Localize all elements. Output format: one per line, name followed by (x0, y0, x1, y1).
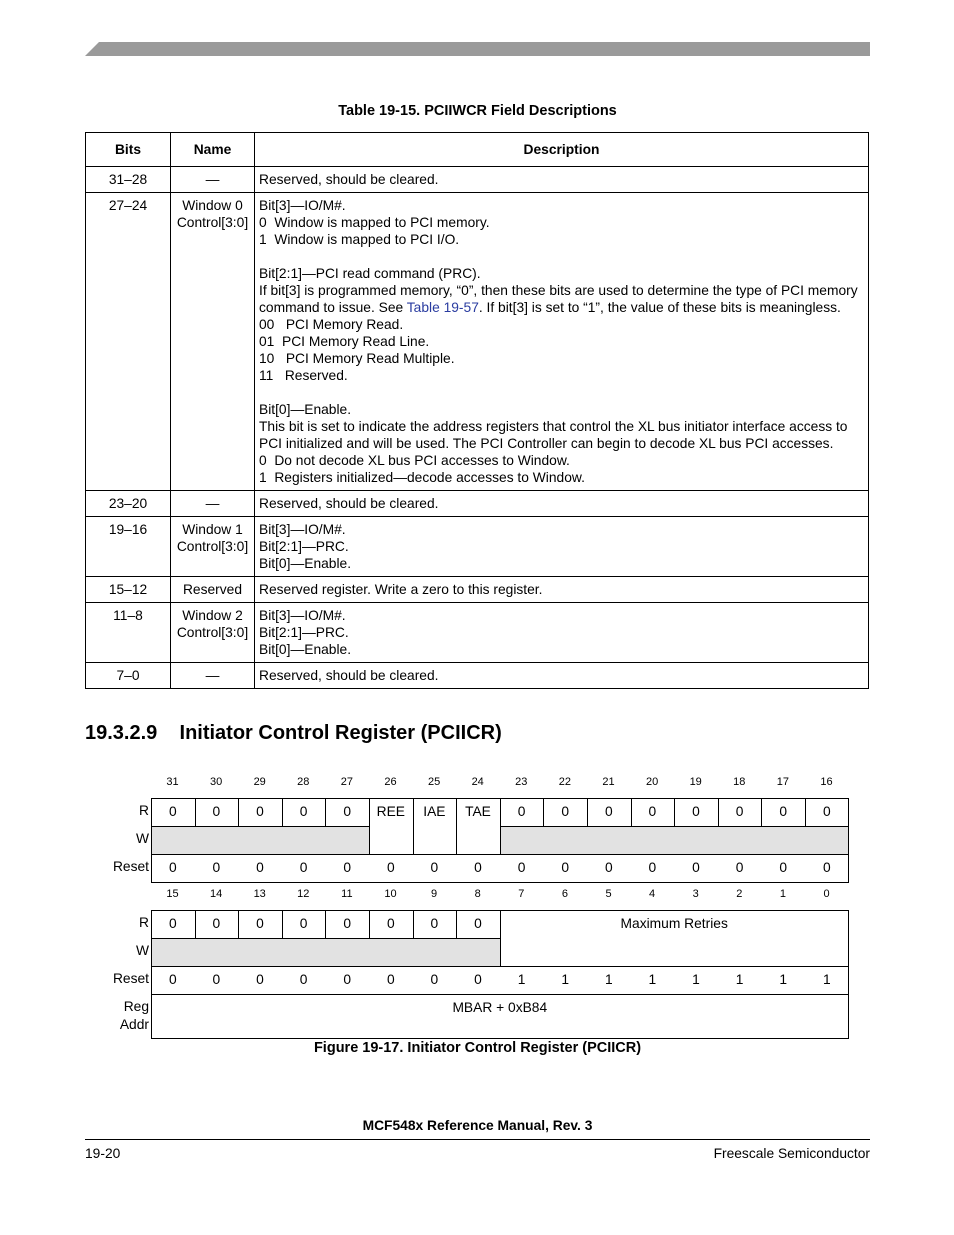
write-reserved-shade (152, 827, 369, 854)
bit-number: 13 (253, 888, 266, 900)
description-line: PCI initialized and will be used. The PCI Controller can begin to decode XL bus PCI accesses. (259, 436, 834, 451)
cell-divider (369, 798, 370, 855)
cell-divider (282, 798, 283, 827)
cell-divider (238, 798, 239, 827)
bit-number: 7 (518, 888, 525, 900)
description-line (259, 299, 864, 316)
bit-number: 12 (297, 888, 310, 900)
name-line: Control[3:0] (176, 539, 249, 554)
bit-number: 27 (340, 776, 354, 788)
description-line: Bit[0]—Enable. (259, 556, 352, 571)
read-bit: 0 (212, 916, 221, 931)
cell-divider (587, 798, 588, 827)
description-line: 00 PCI Memory Read. (259, 317, 404, 332)
read-bit: 0 (561, 804, 570, 819)
header-name: Name (171, 133, 255, 167)
r-label: R (139, 803, 149, 818)
bit-number: 15 (166, 888, 179, 900)
r-w-divider (500, 826, 849, 827)
table-row (86, 663, 869, 689)
read-bit: 0 (822, 804, 831, 819)
description-line: Reserved, should be cleared. (259, 668, 439, 683)
reset-bit: 0 (299, 972, 308, 987)
reset-bit: 1 (561, 972, 570, 987)
bit-number: 3 (692, 888, 699, 900)
name-line: Reserved (182, 582, 243, 597)
cell-divider (195, 798, 196, 827)
name-line: Window 2 (182, 608, 243, 623)
bit-number: 19 (689, 776, 702, 788)
read-bit: 0 (474, 916, 482, 931)
read-bit: 0 (735, 804, 744, 819)
addr-label: Addr (119, 1017, 149, 1032)
description-line: 0 Window is mapped to PCI memory. (259, 215, 490, 230)
bit-number: 22 (558, 776, 572, 788)
description-line: 11 Reserved. (259, 368, 348, 383)
write-reserved-shade (501, 827, 848, 854)
read-bit: 0 (168, 916, 177, 931)
bit-number: 11 (341, 888, 353, 900)
reset-bit: 0 (299, 860, 308, 875)
bit-number: 18 (733, 776, 746, 788)
read-bit: 0 (386, 916, 395, 931)
description-cell (255, 663, 869, 689)
description-cell (255, 577, 869, 603)
reset-bit: 0 (822, 860, 831, 875)
reset-bit: 0 (735, 860, 744, 875)
read-bit: 0 (256, 916, 264, 931)
reset-bit: 0 (779, 860, 788, 875)
read-bit: REE (376, 804, 405, 819)
bit-number: 23 (515, 776, 528, 788)
name-cell (171, 603, 255, 663)
description-cell (255, 193, 869, 491)
read-bit: 0 (212, 804, 221, 819)
reset-bit: 0 (256, 860, 264, 875)
w-label: W (135, 943, 149, 958)
cell-divider (718, 798, 719, 827)
reset-bit: 0 (212, 860, 221, 875)
bit-number: 28 (297, 776, 310, 788)
description-line: 10 PCI Memory Read Multiple. (259, 351, 455, 366)
max-retries-field: Maximum Retries (620, 916, 728, 931)
bit-number: 4 (649, 888, 656, 900)
description-line: Bit[0]—Enable. (259, 642, 352, 657)
cell-divider (282, 910, 283, 939)
name-line: — (205, 496, 220, 511)
reset-bit: 0 (343, 972, 352, 987)
read-bit: TAE (465, 804, 491, 819)
table-row (86, 167, 869, 193)
write-reserved-shade (152, 939, 500, 966)
description-line: Reserved, should be cleared. (259, 172, 439, 187)
reset-bit: 1 (735, 972, 744, 987)
r-w-divider (151, 938, 500, 939)
field-descriptions-table (85, 132, 869, 689)
name-cell (171, 491, 255, 517)
reset-label: Reset (112, 971, 149, 986)
reset-bit: 1 (648, 972, 657, 987)
table-row (86, 577, 869, 603)
bit-number: 29 (253, 776, 266, 788)
bit-number: 9 (431, 888, 438, 900)
page-number: 19-20 (85, 1146, 121, 1161)
description-line: Bit[2:1]—PRC. (259, 539, 349, 554)
r-w-divider (151, 826, 369, 827)
bit-number: 24 (471, 776, 484, 788)
name-cell (171, 193, 255, 491)
reset-bit: 0 (474, 972, 482, 987)
description-text: . If bit[3] is set to “1”, the value of these bits is meaningless. (478, 300, 841, 315)
bit-number: 0 (823, 888, 830, 900)
cell-divider (805, 798, 806, 827)
cell-divider (500, 910, 501, 967)
reset-label: Reset (112, 859, 149, 874)
company-name: Freescale Semiconductor (713, 1146, 870, 1161)
reset-bit: 0 (212, 972, 221, 987)
footer-rule (85, 1139, 870, 1140)
reset-bit: 1 (604, 972, 613, 987)
reset-bit: 1 (517, 972, 526, 987)
read-bit: 0 (648, 804, 657, 819)
reset-bit: 1 (692, 972, 700, 987)
header-description: Description (255, 133, 869, 167)
bit-number: 14 (209, 888, 223, 900)
bits-cell: 19–16 (86, 517, 171, 577)
bit-number: 25 (427, 776, 441, 788)
read-bit: 0 (256, 804, 264, 819)
description-cell (255, 167, 869, 193)
description-line: 0 Do not decode XL bus PCI accesses to Window. (259, 453, 570, 468)
table-reference-link[interactable]: Table 19-57 (406, 300, 479, 315)
description-line: Bit[3]—IO/M#. (259, 198, 346, 213)
cell-divider (413, 798, 414, 855)
bit-number: 16 (820, 776, 833, 788)
bit-number: 1 (779, 888, 786, 900)
bit-number: 26 (384, 776, 397, 788)
description-line: Reserved, should be cleared. (259, 496, 439, 511)
bit-number: 2 (736, 888, 743, 900)
name-line: Window 1 (182, 522, 243, 537)
blank-line (259, 248, 864, 265)
bits-cell: 11–8 (86, 603, 171, 663)
cell-divider (325, 910, 326, 939)
reset-bit: 0 (256, 972, 264, 987)
description-text: command to issue. See (259, 300, 407, 315)
read-bit: 0 (779, 804, 788, 819)
register-address: MBAR + 0xB84 (452, 1000, 548, 1015)
bit-number: 31 (166, 776, 179, 788)
reset-bit: 0 (168, 972, 177, 987)
description-line: Bit[2:1]—PCI read command (PRC). (259, 266, 481, 281)
table-row (86, 603, 869, 663)
description-line: This bit is set to indicate the address registers that control the XL bus initiator interface access to (259, 419, 848, 434)
reset-bit: 0 (517, 860, 526, 875)
reset-bit: 0 (474, 860, 482, 875)
cell-divider (761, 798, 762, 827)
reset-bit: 0 (430, 972, 439, 987)
cell-divider (195, 910, 196, 939)
reset-bit: 0 (648, 860, 657, 875)
bit-number: 10 (384, 888, 397, 900)
name-line: — (205, 668, 220, 683)
read-bit: 0 (168, 804, 177, 819)
bits-cell: 23–20 (86, 491, 171, 517)
read-bit: 0 (299, 916, 308, 931)
read-bit: IAE (423, 804, 446, 819)
bit-number: 5 (605, 888, 612, 900)
description-line: Bit[2:1]—PRC. (259, 625, 349, 640)
register-diagram (85, 770, 870, 1040)
name-line: — (205, 172, 220, 187)
table-row (86, 193, 869, 491)
cell-divider (413, 910, 414, 939)
description-line: 1 Registers initialized—decode accesses to Window. (259, 470, 585, 485)
section-title: 19.3.2.9 Initiator Control Register (PCIICR) (85, 722, 502, 744)
description-cell (255, 517, 869, 577)
description-cell (255, 491, 869, 517)
cell-divider (369, 910, 370, 939)
name-line: Control[3:0] (176, 625, 249, 640)
reset-bit: 0 (561, 860, 570, 875)
description-line: Bit[3]—IO/M#. (259, 522, 346, 537)
cell-divider (456, 910, 457, 939)
bit-number: 30 (209, 776, 223, 788)
bit-number: 8 (474, 888, 481, 900)
description-line: 01 PCI Memory Read Line. (259, 334, 430, 349)
bits-cell: 7–0 (86, 663, 171, 689)
w-label: W (135, 831, 149, 846)
bits-cell: 27–24 (86, 193, 171, 491)
reset-bit: 1 (822, 972, 831, 987)
read-bit: 0 (604, 804, 613, 819)
reset-bit: 0 (386, 972, 395, 987)
description-line: Reserved register. Write a zero to this register. (259, 582, 543, 597)
cell-divider (456, 798, 457, 855)
description-line: If bit[3] is programmed memory, “0”, then these bits are used to determine the type of PCI memory (259, 283, 858, 298)
read-bit: 0 (517, 804, 526, 819)
bits-cell: 15–12 (86, 577, 171, 603)
description-line: Bit[3]—IO/M#. (259, 608, 346, 623)
figure-caption: Figure 19-17. Initiator Control Register (PCIICR) (313, 1040, 642, 1056)
cell-divider (631, 798, 632, 827)
name-cell (171, 663, 255, 689)
reg-label: Reg (123, 999, 149, 1014)
name-cell (171, 167, 255, 193)
reset-bit: 0 (386, 860, 395, 875)
name-cell (171, 517, 255, 577)
reset-bit: 0 (604, 860, 613, 875)
table-header-row (86, 133, 869, 167)
reset-bit: 0 (430, 860, 439, 875)
header-bar (85, 42, 870, 56)
table-row (86, 491, 869, 517)
reset-bit: 0 (168, 860, 177, 875)
r-label: R (139, 915, 149, 930)
reset-bit: 0 (692, 860, 700, 875)
reset-bit: 1 (779, 972, 788, 987)
blank-line (259, 384, 864, 401)
read-bit: 0 (343, 916, 352, 931)
bit-number: 6 (561, 888, 568, 900)
name-cell (171, 577, 255, 603)
bit-number: 17 (776, 776, 790, 788)
table-caption: Table 19-15. PCIIWCR Field Descriptions (338, 103, 617, 119)
cell-divider (238, 910, 239, 939)
cell-divider (325, 798, 326, 827)
footer-title: MCF548x Reference Manual, Rev. 3 (362, 1118, 593, 1133)
reset-bit: 0 (343, 860, 352, 875)
header-bits: Bits (86, 133, 171, 167)
read-bit: 0 (299, 804, 308, 819)
bit-number: 20 (645, 776, 659, 788)
name-line: Control[3:0] (176, 215, 249, 230)
description-line: Bit[0]—Enable. (259, 402, 352, 417)
bits-cell: 31–28 (86, 167, 171, 193)
description-line: 1 Window is mapped to PCI I/O. (259, 232, 460, 247)
cell-divider (543, 798, 544, 827)
read-bit: 0 (343, 804, 352, 819)
read-bit: 0 (430, 916, 439, 931)
read-bit: 0 (692, 804, 700, 819)
name-line: Window 0 (182, 198, 243, 213)
cell-divider (674, 798, 675, 827)
bit-number: 21 (602, 776, 615, 788)
description-cell (255, 603, 869, 663)
table-row (86, 517, 869, 577)
